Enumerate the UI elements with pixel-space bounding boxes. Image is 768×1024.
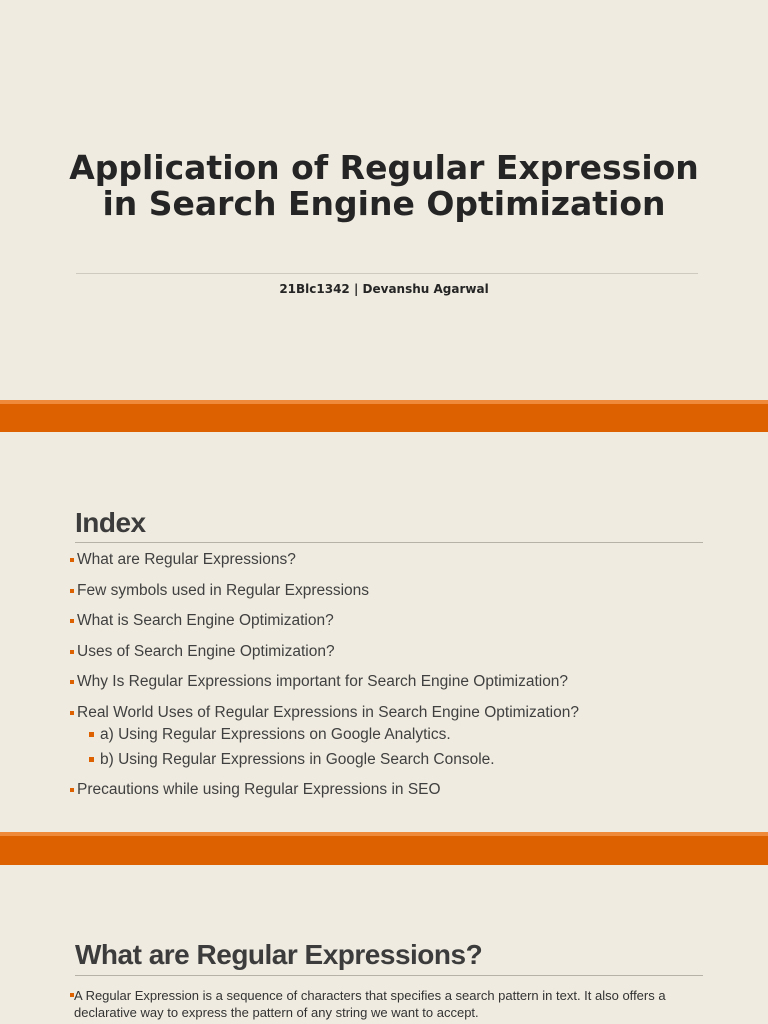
square-bullet-icon bbox=[70, 711, 74, 715]
square-bullet-icon bbox=[89, 757, 94, 762]
list-item: Precautions while using Regular Expressions in SEO bbox=[70, 780, 710, 800]
slide-subtitle: 21Blc1342 | Devanshu Agarwal bbox=[279, 282, 489, 296]
regex-paragraph: A Regular Expression is a sequence of characters that specifies a search pattern in text. It also offers a declarative way to express the pattern of any string we want to accept. bbox=[70, 987, 714, 1021]
list-item: Real World Uses of Regular Expressions in Search Engine Optimization? a) Using Regular Expressions on Google Analytics. b) Using Regular Expressions in Google Search Console. bbox=[70, 703, 710, 770]
heading-divider bbox=[75, 975, 703, 976]
square-bullet-icon bbox=[70, 680, 74, 684]
title-slide bbox=[0, 0, 768, 400]
heading-divider bbox=[75, 542, 703, 543]
index-slide bbox=[0, 432, 768, 832]
list-item: Uses of Search Engine Optimization? bbox=[70, 642, 710, 662]
slide-separator-band bbox=[0, 400, 768, 432]
title-divider bbox=[76, 273, 698, 274]
square-bullet-icon bbox=[70, 788, 74, 792]
regex-heading: What are Regular Expressions? bbox=[75, 939, 483, 970]
list-item: Why Is Regular Expressions important for Search Engine Optimization? bbox=[70, 672, 710, 692]
sub-list-item: b) Using Regular Expressions in Google Search Console. bbox=[87, 750, 710, 770]
regex-slide bbox=[0, 865, 768, 1024]
square-bullet-icon bbox=[70, 589, 74, 593]
square-bullet-icon bbox=[89, 732, 94, 737]
square-bullet-icon bbox=[70, 619, 74, 623]
sub-list-item: a) Using Regular Expressions on Google Analytics. bbox=[87, 725, 710, 745]
list-item: What are Regular Expressions? bbox=[70, 550, 710, 570]
slide-separator-band bbox=[0, 832, 768, 865]
slide-title: Application of Regular Expression in Search Engine Optimization bbox=[69, 148, 699, 223]
index-list bbox=[70, 550, 710, 811]
square-bullet-icon bbox=[70, 558, 74, 562]
square-bullet-icon bbox=[70, 993, 74, 997]
list-item: Few symbols used in Regular Expressions bbox=[70, 581, 710, 601]
list-item: What is Search Engine Optimization? bbox=[70, 611, 710, 631]
square-bullet-icon bbox=[70, 650, 74, 654]
index-heading: Index bbox=[75, 507, 146, 538]
sub-list bbox=[77, 725, 710, 770]
